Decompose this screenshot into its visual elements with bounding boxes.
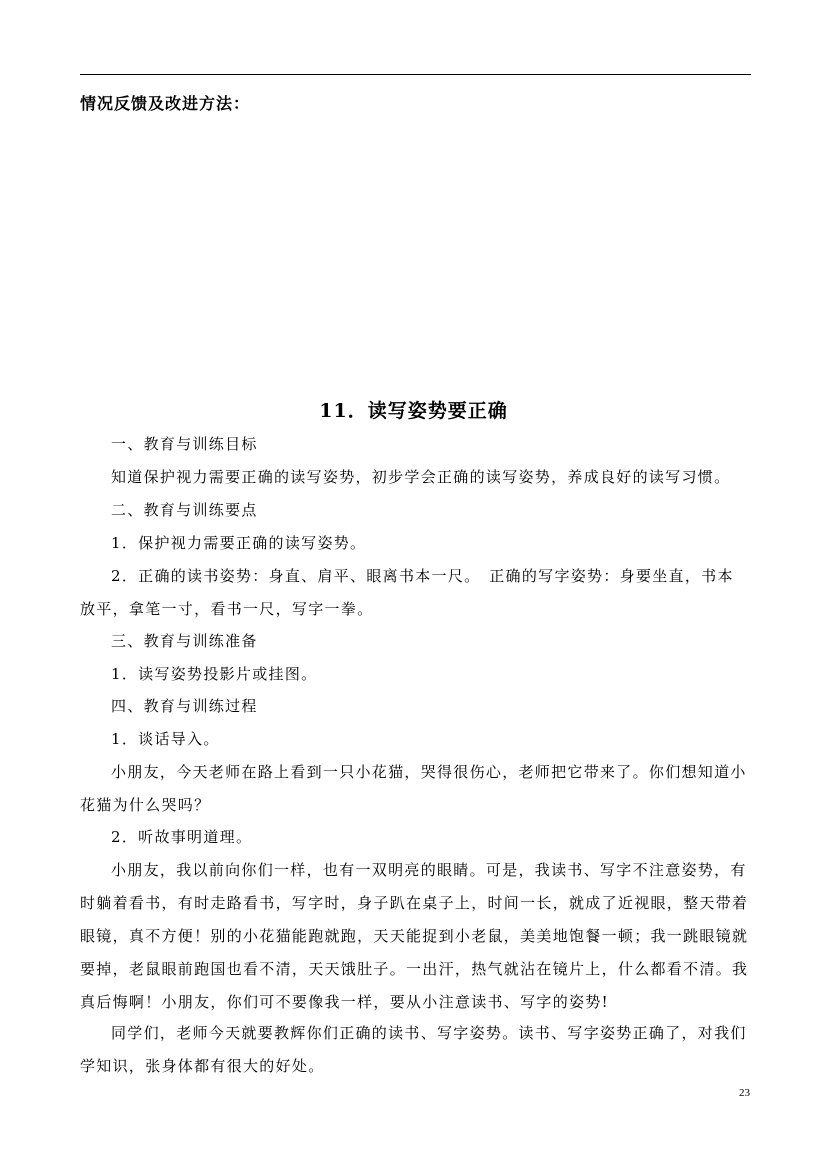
paragraph-conclusion: 同学们，老师今天就要教辉你们正确的读书、写字姿势。读书、写字姿势正确了，对我们学知识，张身体都有很大的好处。 — [80, 1024, 747, 1075]
paragraph-preparation-1: 1．读写姿势投影片或挂图。 — [111, 665, 318, 683]
paragraph-intro-story: 小朋友，今天老师在路上看到一只小花猫，哭得很伤心，老师把它带来了。你们想知道小花猫为什么哭吗？ — [80, 763, 747, 814]
feedback-heading: 情况反馈及改进方法： — [80, 94, 251, 113]
section-heading-points: 二、教育与训练要点 — [111, 501, 258, 519]
header-rule — [80, 74, 751, 75]
paragraph-cat-story: 小朋友，我以前向你们一样，也有一双明亮的眼睛。可是，我读书、写字不注意姿势，有时躺着看书，有时走路看书，写字时，身子趴在桌子上，时间一长，就成了近视眼，整天带着眼镜，真不方便！别的小花猫能跑就跑，天天能捉到小老鼠，美美地饱餐一顿；我一跳眼镜就要掉，老鼠眼前跑国也看不清，天天饿肚子。一出汗，热气就沾在镜片上，什么都看不清。我真后悔啊！小朋友，你们可不要像我一样，要从小注意读书、写字的姿势! — [80, 861, 749, 1011]
paragraph-process-2: 2．听故事明道理。 — [111, 828, 253, 846]
section-heading-preparation: 三、教育与训练准备 — [111, 632, 258, 650]
paragraph-point-1: 1．保护视力需要正确的读写姿势。 — [111, 534, 367, 552]
section-heading-process: 四、教育与训练过程 — [111, 697, 258, 715]
lesson-title: 11．读写姿势要正确 — [319, 400, 508, 422]
section-heading-goals: 一、教育与训练目标 — [111, 435, 258, 453]
paragraph-point-2: 2．正确的读书姿势：身直、肩平、眼离书本一尺。 正确的写字姿势：身要坐直，书本放平，拿笔一寸，看书一尺，写字一拳。 — [80, 567, 734, 618]
paragraph-process-1: 1．谈话导入。 — [111, 730, 220, 748]
paragraph-goals: 知道保护视力需要正确的读写姿势，初步学会正确的读写姿势，养成良好的读写习惯。 — [111, 468, 731, 486]
page-number: 23 — [739, 1087, 750, 1099]
